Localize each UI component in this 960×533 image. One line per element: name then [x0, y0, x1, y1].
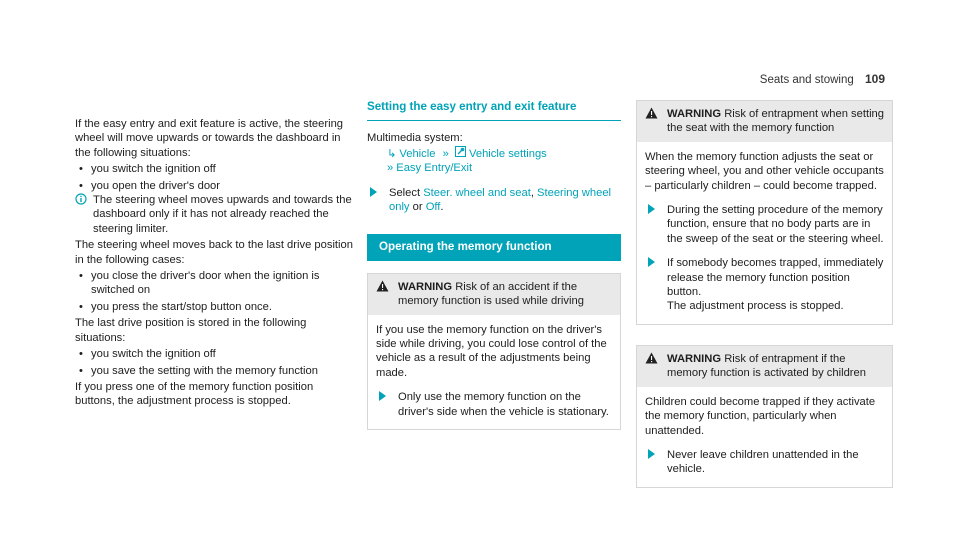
- warning-step: [645, 448, 884, 477]
- option-off[interactable]: Off: [425, 201, 441, 214]
- list-item: • you save the setting with the memory function: [75, 364, 353, 378]
- warning-box: [636, 345, 893, 488]
- intro-text: If the easy entry and exit feature is active, the steering wheel will move upwards or towards the dashboard in the following situations:: [75, 118, 344, 159]
- warning-header: [637, 346, 892, 387]
- step-arrow-icon: [648, 257, 655, 267]
- warning-header: [637, 101, 892, 142]
- list-item: • you close the driver's door when the ignition is switched on: [75, 269, 353, 298]
- warning-title: Risk of entrapment when setting the seat with the memory function: [667, 108, 885, 135]
- info-icon: [75, 193, 87, 208]
- info-note: [75, 193, 353, 236]
- warning-body: [637, 387, 892, 487]
- warning-text: If you use the memory function on the driver's side while driving, you could lose control of the vehicle as a result of the adjustments being made.: [376, 323, 607, 379]
- separator-or: or: [412, 201, 423, 214]
- warning-label: WARNING: [398, 280, 453, 293]
- page-header: [760, 72, 885, 87]
- section-name: Seats and stowing: [759, 74, 854, 86]
- warning-text: When the memory function adjusts the seat or steering wheel, you and other vehicle occupants – particularly children – could become trapped.: [645, 150, 884, 192]
- path-item-vehicle-settings[interactable]: Vehicle settings: [469, 147, 547, 160]
- warning-step-text: Only use the memory function on the driver's side when the vehicle is stationary.: [398, 391, 609, 418]
- path-arrow-icon: ↳: [387, 147, 397, 160]
- warning-icon: [376, 280, 389, 295]
- step-arrow-icon: [648, 449, 655, 459]
- warning-step-note: The adjustment process is stopped.: [667, 300, 844, 313]
- warning-label: WARNING: [667, 108, 722, 120]
- settings-icon: [455, 148, 469, 160]
- back-intro-text: The steering wheel moves back to the last drive position in the following cases:: [75, 239, 353, 266]
- warning-header: [368, 274, 620, 315]
- section-heading: Setting the easy entry and exit feature: [367, 100, 621, 121]
- step-arrow-icon: »: [442, 147, 449, 160]
- menu-path: [367, 146, 621, 176]
- option-steer-wheel-and-seat[interactable]: Steer. wheel and seat: [423, 186, 531, 199]
- warning-label: WARNING: [667, 352, 722, 365]
- end-period: .: [440, 201, 444, 214]
- warning-step: [645, 203, 884, 246]
- list-item: • you switch the ignition off: [75, 162, 353, 176]
- note-text: The steering wheel moves upwards and towards the dashboard only if it has not already reached the steering limiter.: [93, 194, 352, 235]
- warning-box: [367, 273, 621, 430]
- list-item: • you press the start/stop button once.: [75, 300, 353, 314]
- list-item: • you switch the ignition off: [75, 347, 353, 361]
- warning-step-text: If somebody becomes trapped, immediately release the memory function position button.: [667, 257, 884, 299]
- step-arrow-icon: [379, 391, 386, 401]
- system-label: Multimedia system:: [367, 132, 463, 145]
- warning-step-text: Never leave children unattended in the vehicle.: [667, 448, 859, 476]
- warning-box: [636, 100, 893, 325]
- column-middle: [367, 100, 621, 430]
- warning-step: [376, 390, 612, 419]
- page-number: 109: [864, 72, 885, 86]
- warning-step: [645, 256, 884, 314]
- stop-text: If you press one of the memory function position buttons, the adjustment process is stopped.: [75, 380, 314, 408]
- warning-body: [637, 142, 892, 324]
- path-item-easy-entry[interactable]: Easy Entry/Exit: [396, 162, 473, 175]
- warning-body: [368, 315, 620, 429]
- step-arrow-icon: »: [387, 162, 394, 175]
- warning-title: Risk of an accident if the memory function is used while driving: [398, 280, 584, 308]
- path-item-vehicle[interactable]: Vehicle: [399, 147, 436, 160]
- column-left: [75, 117, 353, 409]
- warning-icon: [645, 107, 658, 122]
- warning-text: Children could become trapped if they activate the memory function, particularly when unattended.: [645, 395, 876, 437]
- step-arrow-icon: [648, 204, 655, 214]
- step-prefix: Select: [389, 186, 421, 199]
- warning-step-text: During the setting procedure of the memory function, ensure that no body parts are in the sweep of the seat or the steering wheel.: [667, 204, 884, 245]
- select-step: [367, 186, 621, 215]
- list-item: • you open the driver's door: [75, 179, 353, 193]
- option-steering-wheel-only[interactable]: Steering wheel only: [389, 186, 612, 214]
- separator-comma: ,: [530, 186, 534, 199]
- stored-intro-text: The last drive position is stored in the following situations:: [75, 317, 307, 344]
- memory-heading: Operating the memory function: [367, 234, 621, 260]
- step-arrow-icon: [370, 187, 377, 197]
- column-right: [636, 100, 893, 488]
- warning-icon: [645, 352, 658, 367]
- warning-title: Risk of entrapment if the memory function is activated by children: [667, 352, 866, 380]
